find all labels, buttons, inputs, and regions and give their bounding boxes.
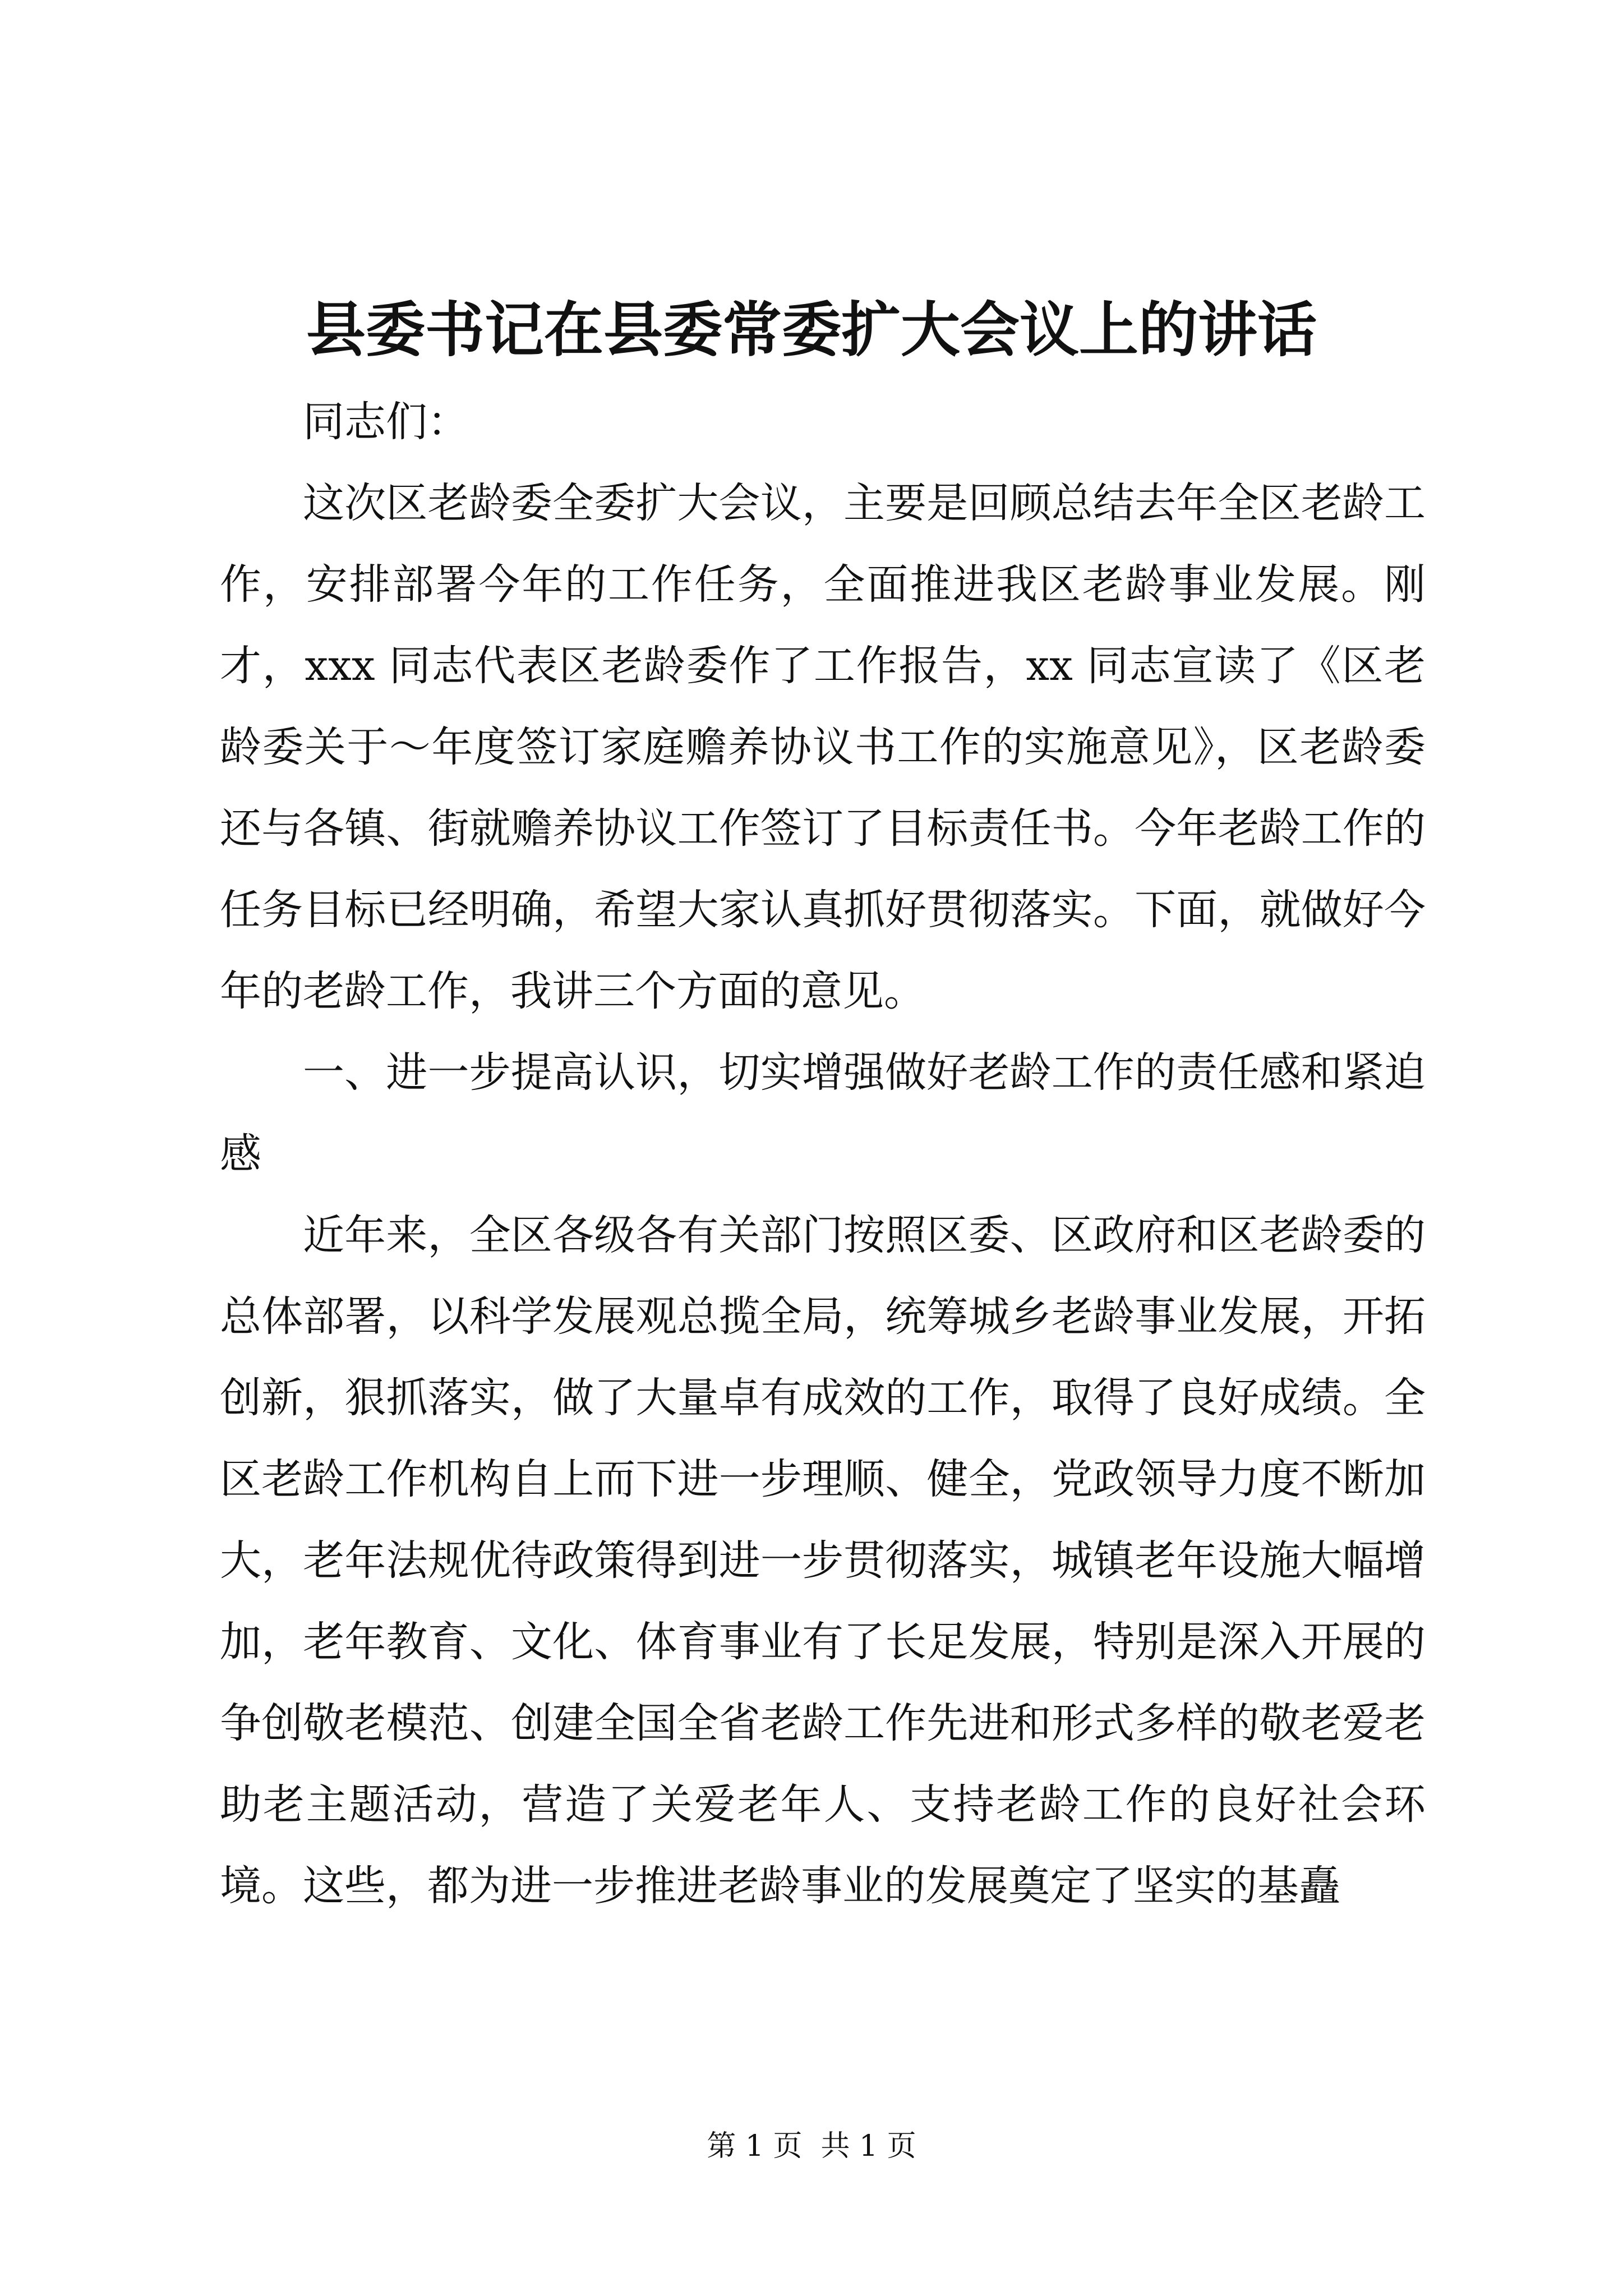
document-title: 县委书记在县委常委扩大会议上的讲话 [306,295,1317,365]
body-paragraph: 这次区老龄委全委扩大会议，主要是回顾总结去年全区老龄工作，安排部署今年的工作任务，全面推进我区老龄事业发展。刚才，xxx 同志代表区老龄委作了工作报告，xx 同志宣读了《区老龄委关于～年度签订家庭赡养协议书工作的实施意见》，区老龄委还与各镇、街就赡养协议工作签订了目标责任书。今年老龄工作的任务目标已经明确，希望大家认真抓好贯彻落实。下面，就做好今年的老龄工作，我讲三个方面的意见。 [220,479,1426,1015]
page-number-footer: 第 1 页 共 1 页 [707,2129,916,2163]
document-body [220,381,1426,1927]
salutation: 同志们： [303,398,469,446]
body-paragraph: 近年来，全区各级各有关部门按照区委、区政府和区老龄委的总体部署，以科学发展观总揽全局，统筹城乡老龄事业发展，开拓创新，狠抓落实，做了大量卓有成效的工作，取得了良好成绩。全区老龄工作机构自上而下进一步理顺、健全，党政领导力度不断加大，老年法规优待政策得到进一步贯彻落实，城镇老年设施大幅增加，老年教育、文化、体育事业有了长足发展，特别是深入开展的争创敬老模范、创建全国全省老龄工作先进和形式多样的敬老爱老助老主题活动，营造了关爱老年人、支持老龄工作的良好社会环境。这些，都为进一步推进老龄事业的发展奠定了坚实的基矗 [220,1211,1426,1910]
section-heading: 一、进一步提高认识，切实增强做好老龄工作的责任感和紧迫感 [220,1048,1426,1178]
